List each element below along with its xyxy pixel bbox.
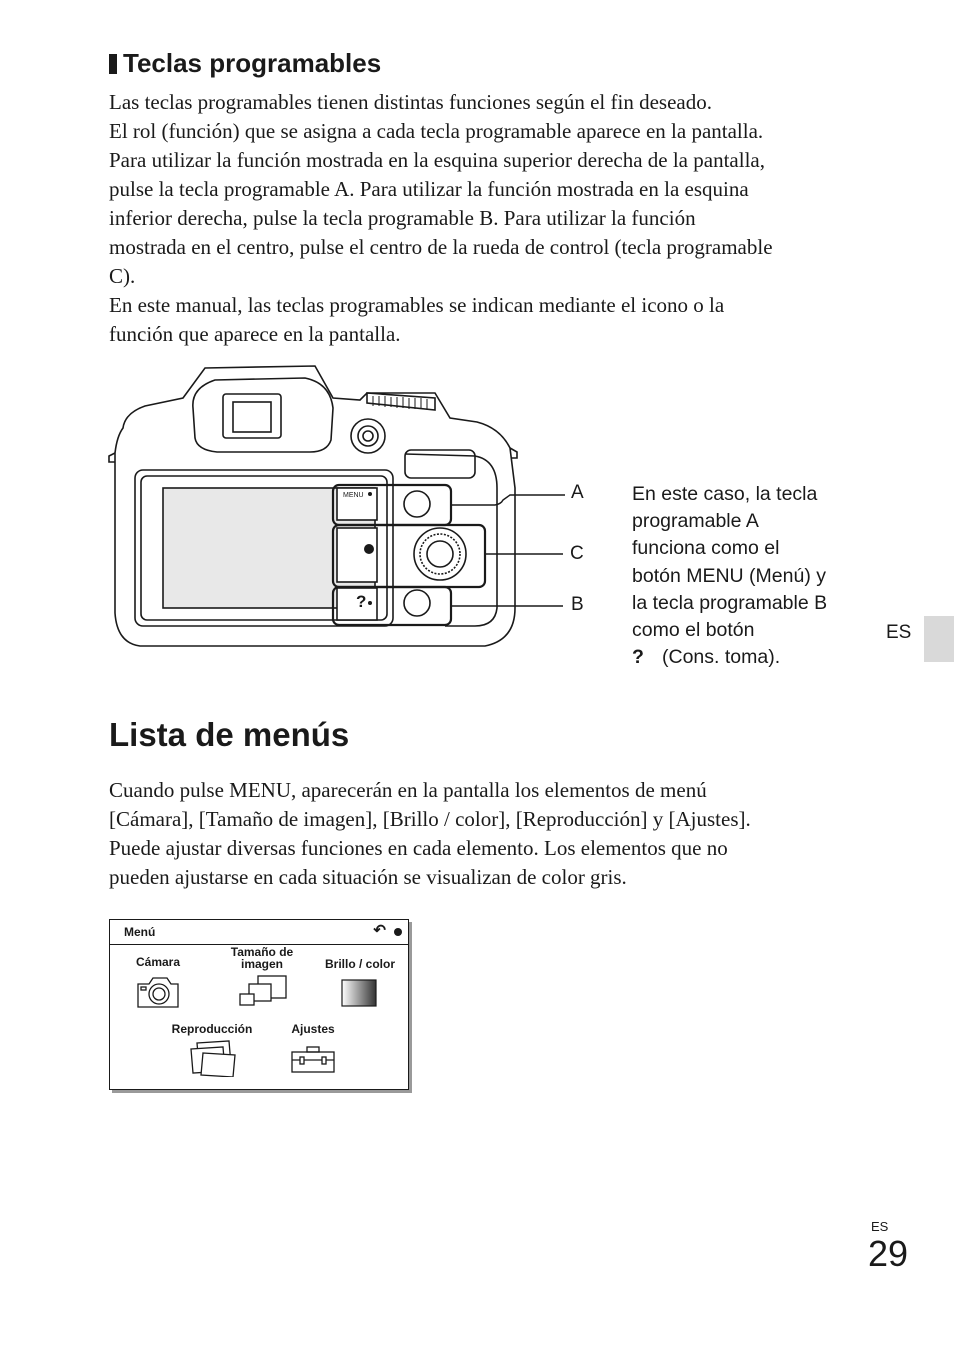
callout-label-c: C [570, 543, 584, 564]
paragraph-line: En este manual, las teclas programables se indican mediante el icono o la [109, 293, 725, 317]
soft-key-dot-icon [394, 928, 402, 936]
camera-icon [135, 974, 181, 1010]
paragraph-line: pueden ajustarse en cada situación se visualizan de color gris. [109, 865, 627, 889]
menu-screen-illustration [109, 919, 409, 1090]
section-heading-text: Teclas programables [123, 48, 382, 78]
caption-last-text: (Cons. toma). [662, 646, 781, 669]
paragraph-line: función que aparece en la pantalla. [109, 322, 401, 346]
figure-caption [632, 481, 827, 671]
menu-item-label: Tamaño de imagen [230, 945, 294, 971]
caption-line: botón MENU (Menú) y [632, 564, 826, 587]
paragraph-line: mostrada en el centro, pulse el centro de la rueda de control (tecla programable [109, 235, 773, 259]
lcd-menu-tag: MENU [343, 492, 364, 499]
back-icon[interactable]: ↶ [373, 922, 386, 939]
playback-icon [185, 1039, 239, 1077]
side-language-tab [924, 616, 954, 662]
heading-bullet-icon [109, 54, 117, 74]
menu-screen-header [110, 920, 408, 945]
page-number: 29 [868, 1233, 909, 1274]
menu-item-image-size[interactable] [220, 946, 304, 1010]
caption-line: como el botón [632, 619, 755, 642]
callout-label-a: A [571, 482, 584, 503]
menu-item-label: Brillo / color [324, 957, 395, 971]
callout-label-b: B [571, 594, 584, 615]
paragraph-line: pulse la tecla programable A. Para utilizar la función mostrada en la esquina [109, 177, 749, 201]
menu-item-camera[interactable] [120, 956, 196, 1010]
caption-line: funciona como el [632, 537, 780, 560]
paragraph-line: El rol (función) que se asigna a cada tecla programable aparece en la pantalla. [109, 119, 764, 143]
settings-toolbox-icon [289, 1045, 337, 1075]
caption-line-last [632, 644, 827, 671]
side-language-label: ES [886, 622, 912, 643]
paragraph-line: Para utilizar la función mostrada en la esquina superior derecha de la pantalla, [109, 148, 765, 172]
paragraph-line: Puede ajustar diversas funciones en cada elemento. Los elementos que no [109, 836, 728, 860]
page-title-menu-list: Lista de menús [109, 716, 350, 753]
menu-item-playback[interactable] [160, 1023, 264, 1077]
menu-list-paragraph [109, 776, 751, 892]
paragraph-line: inferior derecha, pulse la tecla programable B. Para utilizar la función [109, 206, 696, 230]
shooting-tips-icon: ? [632, 646, 644, 669]
menu-item-brightness-color[interactable] [313, 958, 407, 1008]
soft-keys-paragraph [109, 88, 773, 349]
caption-line: programable A [632, 510, 759, 533]
menu-item-label: Ajustes [291, 1022, 335, 1036]
svg-text:?: ? [356, 592, 367, 611]
paragraph-line: Las teclas programables tienen distintas funciones según el fin deseado. [109, 90, 712, 114]
image-size-icon [236, 974, 288, 1010]
footer-language: ES [871, 1219, 889, 1234]
paragraph-line: Cuando pulse MENU, aparecerán en la pantalla los elementos de menú [109, 778, 707, 802]
camera-back-illustration [105, 358, 565, 658]
menu-item-label: Reproducción [171, 1022, 253, 1036]
menu-item-settings[interactable] [278, 1023, 348, 1075]
caption-line: la tecla programable B [632, 591, 828, 614]
paragraph-line: C). [109, 264, 136, 288]
menu-screen-title: Menú [124, 925, 156, 939]
section-heading-soft-keys [109, 48, 381, 79]
paragraph-line: [Cámara], [Tamaño de imagen], [Brillo / color], [Reproducción] y [Ajustes]. [109, 807, 751, 831]
menu-item-label: Cámara [135, 955, 181, 969]
caption-line: En este caso, la tecla [632, 483, 818, 505]
brightness-color-icon [340, 978, 380, 1008]
